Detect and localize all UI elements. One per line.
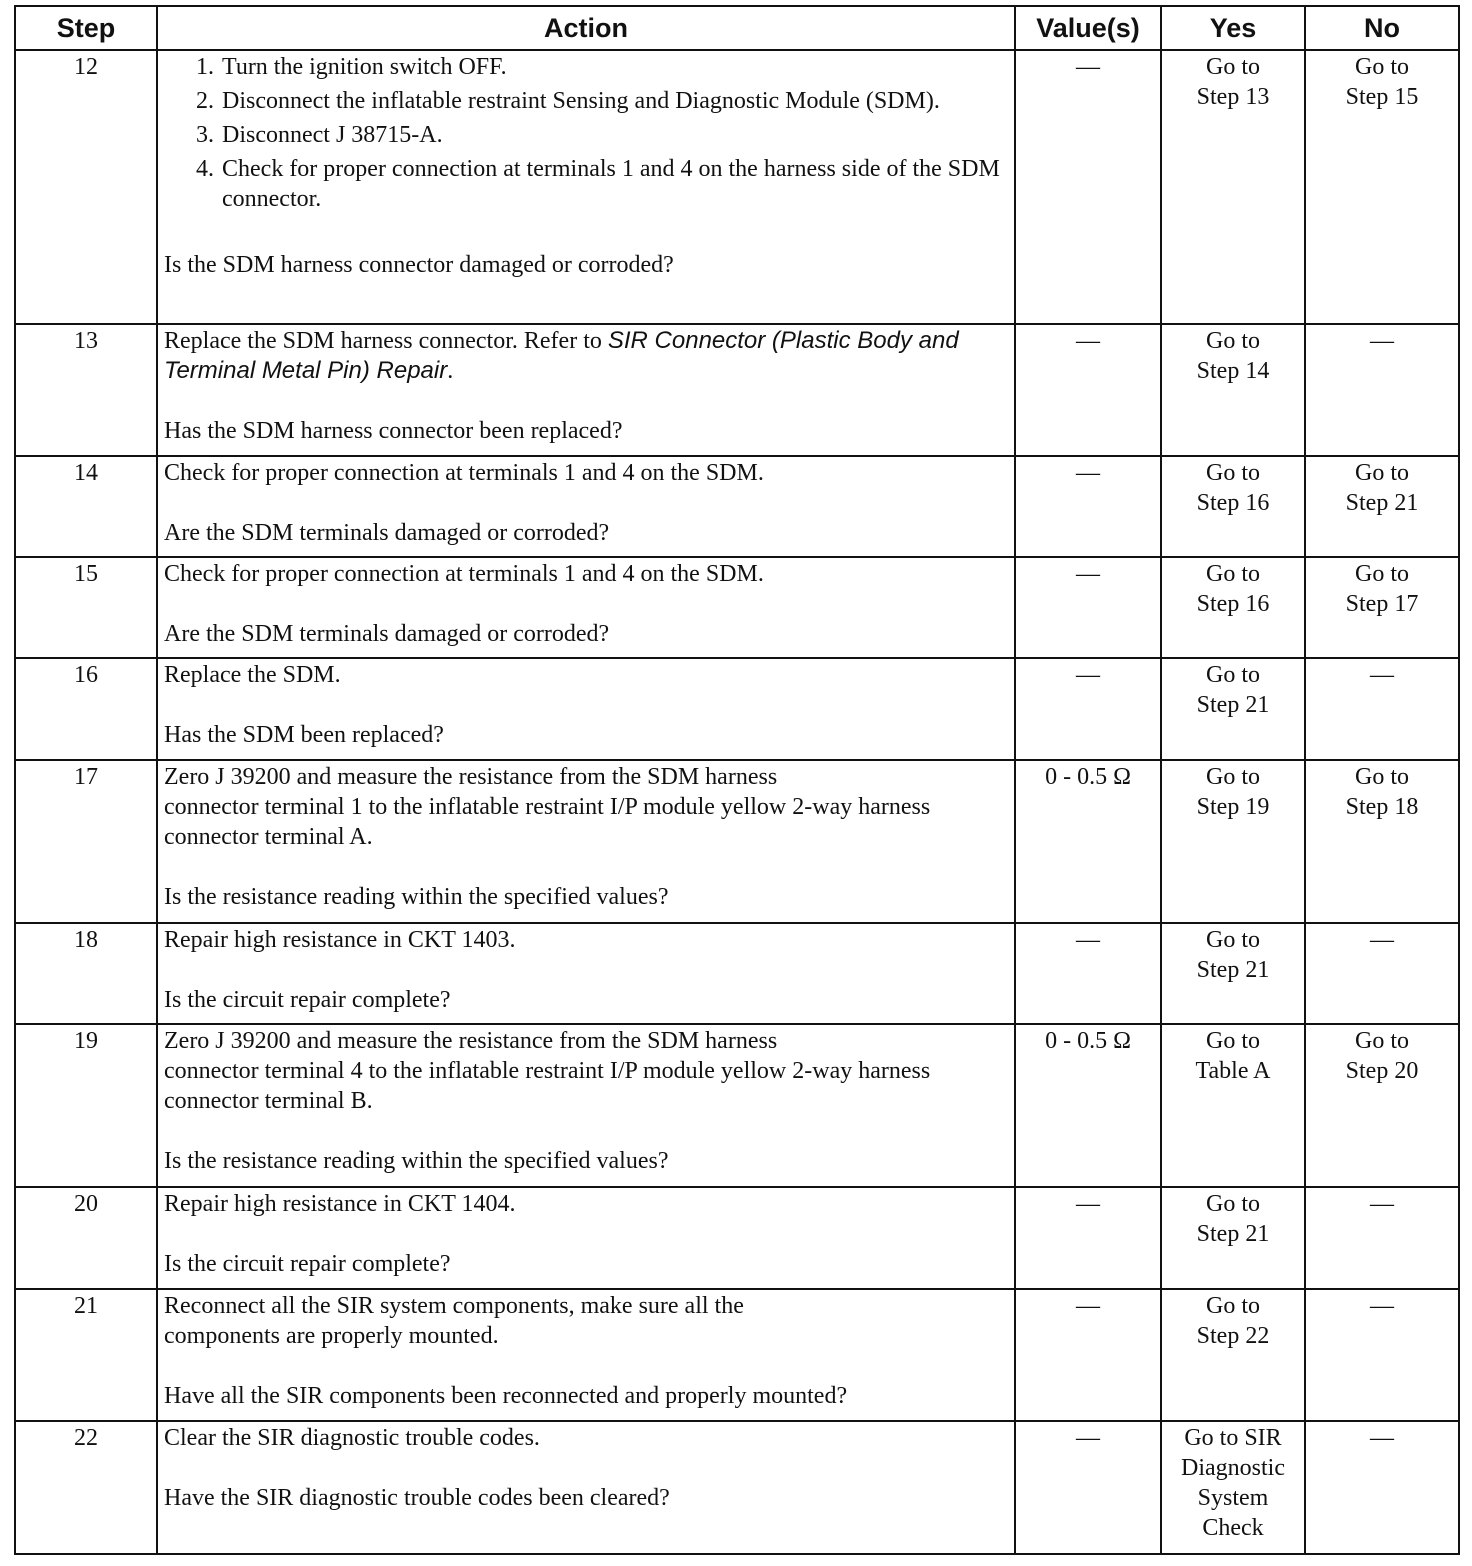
step-number: 18 xyxy=(15,923,157,1024)
repair-reference-link[interactable]: SIR Connector (Plastic Body and Terminal Metal Pin) Repair xyxy=(164,327,959,384)
table-row xyxy=(15,324,1459,456)
action-text: Replace the SDM. xyxy=(164,662,341,688)
no-cell: — xyxy=(1305,923,1459,1024)
no-cell: — xyxy=(1305,324,1459,456)
header-row xyxy=(15,6,1459,50)
yes-cell: Go to Step 21 xyxy=(1161,923,1305,1024)
action-question: Are the SDM terminals damaged or corroded? xyxy=(164,520,610,546)
no-cell: Go to Step 18 xyxy=(1305,760,1459,923)
table-row xyxy=(15,557,1459,658)
yes-cell: Go to Table A xyxy=(1161,1024,1305,1187)
action-cell xyxy=(157,760,1015,923)
action-cell xyxy=(157,1187,1015,1289)
no-cell: — xyxy=(1305,1289,1459,1421)
action-text-end: . xyxy=(447,358,454,384)
step-number: 19 xyxy=(15,1024,157,1187)
step-number: 20 xyxy=(15,1187,157,1289)
action-text: Clear the SIR diagnostic trouble codes. xyxy=(164,1425,540,1451)
action-question: Is the circuit repair complete? xyxy=(164,1251,451,1277)
action-cell xyxy=(157,923,1015,1024)
step-number: 14 xyxy=(15,456,157,557)
column-header-yes: Yes xyxy=(1161,6,1305,50)
action-question: Are the SDM terminals damaged or corroded? xyxy=(164,621,610,647)
column-header-values: Value(s) xyxy=(1015,6,1161,50)
action-text: Check for proper connection at terminals 1 and 4 on the SDM. xyxy=(164,561,764,587)
action-text: Repair high resistance in CKT 1403. xyxy=(164,927,516,953)
list-item: 1. Turn the ignition switch OFF. xyxy=(220,52,1008,82)
yes-cell: Go to Step 13 xyxy=(1161,50,1305,324)
step-number: 16 xyxy=(15,658,157,760)
step-number: 12 xyxy=(15,50,157,324)
value-cell: — xyxy=(1015,324,1161,456)
value-cell: — xyxy=(1015,557,1161,658)
action-text-start: Replace the SDM harness connector. Refer to xyxy=(164,328,608,354)
table-row xyxy=(15,1289,1459,1421)
list-item: 4. Check for proper connection at terminals 1 and 4 on the harness side of the SDM connector. xyxy=(220,154,1008,214)
action-cell xyxy=(157,50,1015,324)
no-cell: — xyxy=(1305,658,1459,760)
yes-cell: Go to Step 16 xyxy=(1161,456,1305,557)
table-row xyxy=(15,1187,1459,1289)
column-header-no: No xyxy=(1305,6,1459,50)
action-text: Check for proper connection at terminals 1 and 4 on the SDM. xyxy=(164,460,764,486)
action-question: Is the circuit repair complete? xyxy=(164,987,451,1013)
step-number: 17 xyxy=(15,760,157,923)
action-text: Reconnect all the SIR system components, make sure all the components are properly mounted. xyxy=(164,1293,744,1349)
action-cell xyxy=(157,1024,1015,1187)
action-text: Zero J 39200 and measure the resistance from the SDM harness connector terminal 4 to the inflatable restraint I/P module yellow 2-way harness connector terminal B. xyxy=(164,1028,931,1114)
value-cell: — xyxy=(1015,1187,1161,1289)
value-cell: — xyxy=(1015,1289,1161,1421)
action-cell xyxy=(157,1289,1015,1421)
table-row xyxy=(15,1421,1459,1554)
yes-cell: Go to SIR Diagnostic System Check xyxy=(1161,1421,1305,1554)
step-number: 22 xyxy=(15,1421,157,1554)
step-number: 15 xyxy=(15,557,157,658)
action-steps-list xyxy=(164,52,1008,214)
table-row xyxy=(15,456,1459,557)
yes-cell: Go to Step 16 xyxy=(1161,557,1305,658)
action-question: Has the SDM been replaced? xyxy=(164,722,444,748)
yes-cell: Go to Step 14 xyxy=(1161,324,1305,456)
value-cell: — xyxy=(1015,658,1161,760)
column-header-action: Action xyxy=(157,6,1015,50)
column-header-step: Step xyxy=(15,6,157,50)
yes-cell: Go to Step 22 xyxy=(1161,1289,1305,1421)
action-question: Is the SDM harness connector damaged or corroded? xyxy=(164,252,674,278)
table-row xyxy=(15,1024,1459,1187)
action-question: Is the resistance reading within the specified values? xyxy=(164,1148,669,1174)
value-cell: — xyxy=(1015,50,1161,324)
no-cell: — xyxy=(1305,1421,1459,1554)
action-question: Have the SIR diagnostic trouble codes been cleared? xyxy=(164,1485,670,1511)
action-cell xyxy=(157,324,1015,456)
action-question: Is the resistance reading within the specified values? xyxy=(164,884,669,910)
action-question: Has the SDM harness connector been replaced? xyxy=(164,418,623,444)
action-question: Have all the SIR components been reconnected and properly mounted? xyxy=(164,1383,848,1409)
no-cell: Go to Step 15 xyxy=(1305,50,1459,324)
value-cell: 0 - 0.5 Ω xyxy=(1015,760,1161,923)
no-cell: — xyxy=(1305,1187,1459,1289)
value-cell: — xyxy=(1015,1421,1161,1554)
no-cell: Go to Step 17 xyxy=(1305,557,1459,658)
no-cell: Go to Step 20 xyxy=(1305,1024,1459,1187)
no-cell: Go to Step 21 xyxy=(1305,456,1459,557)
action-cell xyxy=(157,557,1015,658)
step-number: 21 xyxy=(15,1289,157,1421)
table-row xyxy=(15,658,1459,760)
yes-cell: Go to Step 21 xyxy=(1161,1187,1305,1289)
action-text: Repair high resistance in CKT 1404. xyxy=(164,1191,516,1217)
diagnostic-table xyxy=(14,5,1460,1555)
action-cell xyxy=(157,658,1015,760)
step-number: 13 xyxy=(15,324,157,456)
value-cell: — xyxy=(1015,456,1161,557)
value-cell: 0 - 0.5 Ω xyxy=(1015,1024,1161,1187)
list-item: 2. Disconnect the inflatable restraint Sensing and Diagnostic Module (SDM). xyxy=(220,86,1008,116)
value-cell: — xyxy=(1015,923,1161,1024)
table-row xyxy=(15,923,1459,1024)
list-item: 3. Disconnect J 38715-A. xyxy=(220,120,1008,150)
table-row xyxy=(15,50,1459,324)
action-cell xyxy=(157,1421,1015,1554)
action-text: Zero J 39200 and measure the resistance from the SDM harness connector terminal 1 to the inflatable restraint I/P module yellow 2-way harness connector terminal A. xyxy=(164,764,931,850)
action-text xyxy=(164,326,1008,386)
table-row xyxy=(15,760,1459,923)
yes-cell: Go to Step 19 xyxy=(1161,760,1305,923)
yes-cell: Go to Step 21 xyxy=(1161,658,1305,760)
action-cell xyxy=(157,456,1015,557)
